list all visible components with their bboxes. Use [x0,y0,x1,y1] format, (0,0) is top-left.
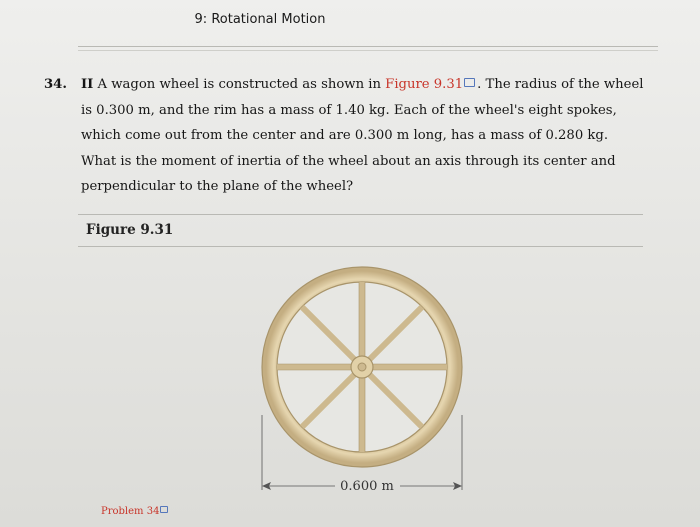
figure-link-icon[interactable] [464,78,475,87]
problem-34 [44,72,644,200]
chapter-title: 9: Rotational Motion [194,12,326,27]
problem-number: 34. [44,77,67,92]
figure-divider-bottom [78,246,643,247]
difficulty-level: II [81,77,94,92]
problem-text-after: . The radius of the wheel is 0.300 m, and the rim has a mass of 1.40 kg. Each of the wheel's eight spokes, which come out from the center and are 0.300 m long, has a mass of 0.280 kg. What is the moment of inertia of the wheel about an axis through its center and perpendicular to the plane of the wheel? [81,77,644,194]
problem-text-before: A wagon wheel is constructed as shown in [97,77,381,92]
problem-link-label[interactable]: Problem 34 [101,506,160,517]
figure-link[interactable]: Figure 9.31 [385,77,464,92]
wheel-axle [358,363,366,371]
figure-label: Figure 9.31 [86,222,174,238]
problem-link-icon[interactable] [160,506,168,513]
figure-divider-top [78,214,643,215]
wagon-wheel-figure [240,250,490,500]
problem-link[interactable] [101,506,170,517]
header-divider [78,46,658,47]
dimension-label: 0.600 m [340,479,394,494]
header-divider-2 [78,50,658,51]
